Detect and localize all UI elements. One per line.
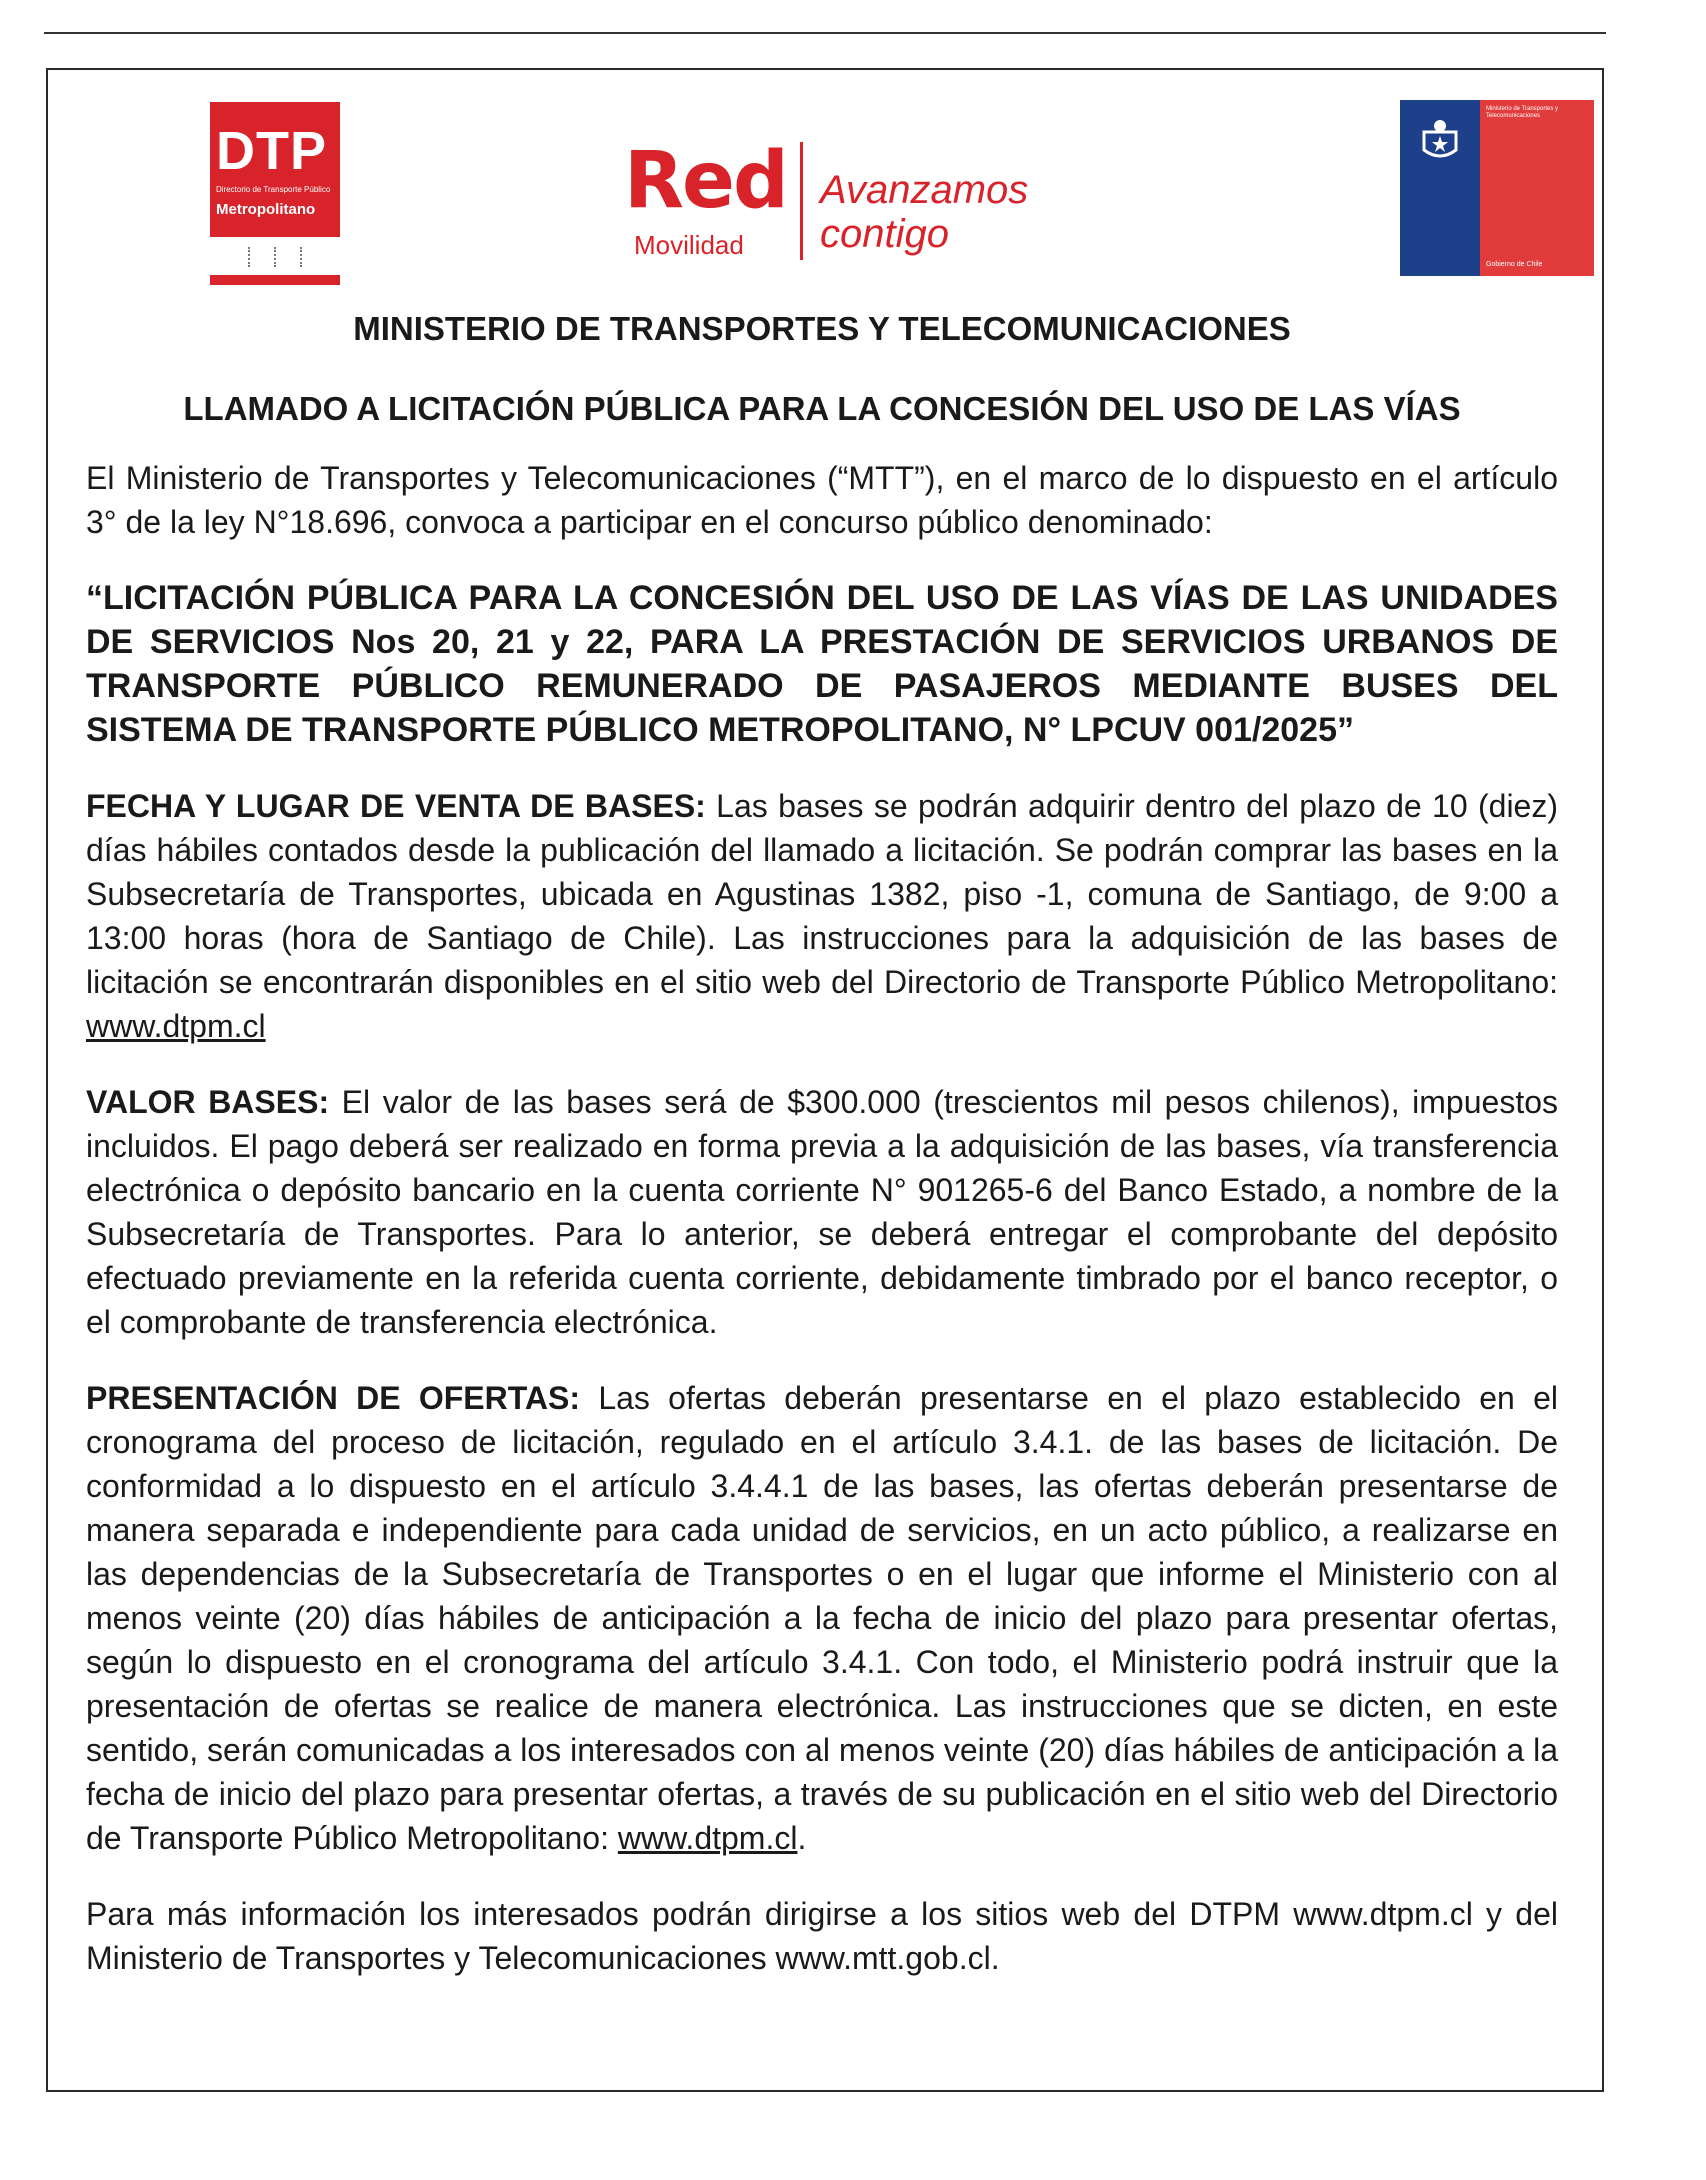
dtp-logo-marks xyxy=(210,237,340,275)
tender-name: “LICITACIÓN PÚBLICA PARA LA CONCESIÓN DEL USO DE LAS VÍAS DE LAS UNIDADES DE SERVICIOS Nos 20, 21 y 22, PARA LA PRESTACIÓN DE SERVICIOS URBANOS DE TRANSPORTE PÚBLICO REMUNERADO DE PASAJEROS MEDIANTE BUSES DEL SISTEMA DE TRANSPORTE PÚBLICO METROPOLITANO, N° LPCUV 001/2025” xyxy=(86,579,1558,750)
ofertas-label: PRESENTACIÓN DE OFERTAS: xyxy=(86,1380,581,1417)
ministry-heading: MINISTERIO DE TRANSPORTES Y TELECOMUNICACIONES xyxy=(353,310,1291,347)
red-logo-divider xyxy=(800,142,803,260)
notice-content xyxy=(86,309,1558,1980)
venta-dtpm-link[interactable]: www.dtpm.cl xyxy=(86,1008,266,1045)
venta-label: FECHA Y LUGAR DE VENTA DE BASES: xyxy=(86,788,706,825)
red-logo-tagline-1: Avanzamos xyxy=(820,168,1029,212)
ofertas-dtpm-link[interactable]: www.dtpm.cl xyxy=(617,1820,798,1857)
call-heading: LLAMADO A LICITACIÓN PÚBLICA PARA LA CONCESIÓN DEL USO DE LAS VÍAS xyxy=(183,389,1461,427)
gob-logo-blue-panel xyxy=(1400,100,1480,276)
gob-logo-red-panel xyxy=(1480,100,1594,276)
ofertas-text: Las ofertas deberán presentarse en el plazo establecido en el cronograma del proceso de licitación, regulado en el artículo 3.4.1. de las bases de licitación. De conformidad a lo dispuesto en el artículo 3.4.4.1 de las bases, las ofertas deberán presentarse de manera separada e independiente para cada unidad de servicios, en un acto público, a realizarse en las dependencias de la Subsecretaría de Transportes o en el lugar que informe el Ministerio con al menos veinte (20) días hábiles de anticipación a la fecha de inicio del plazo para presentar ofertas, según lo dispuesto en el cronograma del artículo 3.4.1. Con todo, el Ministerio podrá instruir que la presentación de ofertas se realice de manera electrónica. Las instrucciones que se dicten, en este sentido, serán comunicadas a los interesados con al menos veinte (20) días hábiles de anticipación a la fecha de inicio del plazo para presentar ofertas, a través de su publicación en el sitio web del Directorio de Transporte Público Metropolitano: xyxy=(86,1380,1559,1857)
dtp-logo-title: DTP xyxy=(216,121,327,181)
dtp-logo-metro: Metropolitano xyxy=(216,201,316,218)
gob-logo-footer: Gobierno de Chile xyxy=(1486,261,1543,268)
dtp-logo xyxy=(210,102,340,292)
red-logo-word: Red xyxy=(624,136,787,226)
valor-text: El valor de las bases será de $300.000 (trescientos mil pesos chilenos), impuestos incluidos. El pago deberá ser realizado en forma previa a la adquisición de las bases, vía transferencia electrónica o depósito bancario en la cuenta corriente N° 901265-6 del Banco Estado, a nombre de la Subsecretaría de Transportes. Para lo anterior, se deberá entregar el comprobante del depósito efectuado previamente en la referida cuenta corriente, debidamente timbrado por el banco receptor, o el comprobante de transferencia electrónica. xyxy=(86,1084,1559,1341)
gob-logo-ministry: Ministerio de Transportes y Telecomunicaciones xyxy=(1486,106,1559,120)
dtp-logo-subtitle: Directorio de Transporte Público xyxy=(216,185,331,194)
gobierno-de-chile-logo xyxy=(1400,100,1594,276)
closing-paragraph: Para más información los interesados podrán dirigirse a los sitios web del DTPM www.dtpm.cl y del Ministerio de Transportes y Telecomunicaciones www.mtt.gob.cl. xyxy=(86,1896,1558,1977)
dtp-logo-box xyxy=(210,102,340,237)
red-logo-tagline-2: contigo xyxy=(820,212,949,256)
ofertas-paragraph xyxy=(86,1376,1558,1860)
dtp-logo-bar xyxy=(210,275,340,285)
red-logo-sub: Movilidad xyxy=(634,230,744,260)
valor-paragraph xyxy=(86,1080,1558,1344)
venta-paragraph xyxy=(86,784,1558,1048)
intro-paragraph: El Ministerio de Transportes y Telecomunicaciones (“MTT”), en el marco de lo dispuesto en el artículo 3° de la ley N°18.696, convoca a participar en el concurso público denominado: xyxy=(86,460,1558,541)
venta-text: Las bases se podrán adquirir dentro del plazo de 10 (diez) días hábiles contados desde la publicación del llamado a licitación. Se podrán comprar las bases en la Subsecretaría de Transportes, ubicada en Agustinas 1382, piso -1, comuna de Santiago, de 9:00 a 13:00 horas (hora de Santiago de Chile). Las instrucciones para la adquisición de las bases de licitación se encontrarán disponibles en el sitio web del Directorio de Transporte Público Metropolitano: xyxy=(86,788,1559,1001)
red-movilidad-logo xyxy=(624,136,1134,272)
ofertas-tail: . xyxy=(797,1820,807,1857)
valor-label: VALOR BASES: xyxy=(86,1084,330,1121)
top-rule xyxy=(44,32,1606,34)
chile-coat-of-arms-icon xyxy=(1414,116,1466,164)
